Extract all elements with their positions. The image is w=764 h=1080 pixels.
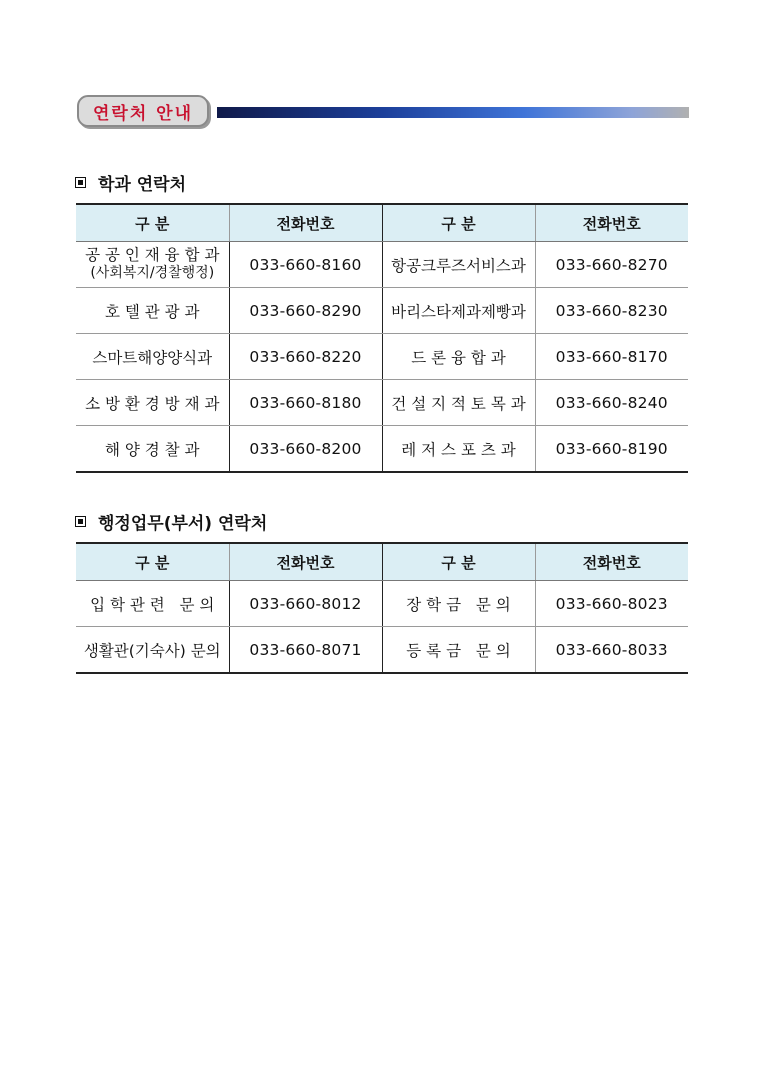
table-row	[76, 242, 688, 288]
department-name-cell	[76, 242, 229, 288]
phone-cell: 033-660-8071	[229, 627, 382, 674]
phone-cell: 033-660-8200	[229, 426, 382, 473]
department-name-cell: 건 설 지 적 토 목 과	[382, 380, 535, 426]
header-category-1: 구 분	[76, 204, 229, 242]
department-name-cell: 해 양 경 찰 과	[76, 426, 229, 473]
header-phone-2: 전화번호	[535, 543, 688, 581]
phone-cell: 033-660-8160	[229, 242, 382, 288]
department-name-cell: 소 방 환 경 방 재 과	[76, 380, 229, 426]
phone-cell: 033-660-8012	[229, 581, 382, 627]
header-category-2: 구 분	[382, 543, 535, 581]
table-row	[76, 581, 688, 627]
header-category-1: 구 분	[76, 543, 229, 581]
phone-cell: 033-660-8190	[535, 426, 688, 473]
title-gradient-bar	[217, 107, 689, 118]
table-row	[76, 627, 688, 674]
office-name-cell: 장 학 금 문 의	[382, 581, 535, 627]
title-box	[77, 95, 209, 127]
table-row	[76, 334, 688, 380]
section-heading-text: 학과 연락처	[98, 175, 187, 195]
section-heading-administration	[75, 509, 267, 534]
section-heading-department	[75, 170, 186, 195]
phone-cell: 033-660-8220	[229, 334, 382, 380]
table-row	[76, 426, 688, 473]
department-name-cell: 항공크루즈서비스과	[382, 242, 535, 288]
section-heading-text: 행정업무(부서) 연락처	[98, 514, 268, 534]
phone-cell: 033-660-8240	[535, 380, 688, 426]
office-name-cell: 입 학 관 련 문 의	[76, 581, 229, 627]
phone-cell: 033-660-8180	[229, 380, 382, 426]
header-phone-1: 전화번호	[229, 543, 382, 581]
header-phone-1: 전화번호	[229, 204, 382, 242]
department-contacts-table	[76, 203, 688, 473]
title-banner	[77, 95, 689, 131]
department-name-cell: 바리스타제과제빵과	[382, 288, 535, 334]
department-name-cell: 드 론 융 합 과	[382, 334, 535, 380]
administration-contacts-table	[76, 542, 688, 674]
table-header-row	[76, 204, 688, 242]
header-category-2: 구 분	[382, 204, 535, 242]
phone-cell: 033-660-8023	[535, 581, 688, 627]
department-name-cell: 스마트해양양식과	[76, 334, 229, 380]
phone-cell: 033-660-8230	[535, 288, 688, 334]
page-title: 연락처 안내	[92, 103, 194, 124]
department-name-cell: 레 저 스 포 츠 과	[382, 426, 535, 473]
office-name-cell: 생활관(기숙사) 문의	[76, 627, 229, 674]
table-row	[76, 380, 688, 426]
office-name-cell: 등 록 금 문 의	[382, 627, 535, 674]
department-subname: (사회복지/경찰행정)	[90, 265, 215, 281]
table-row	[76, 288, 688, 334]
phone-cell: 033-660-8270	[535, 242, 688, 288]
phone-cell: 033-660-8033	[535, 627, 688, 674]
header-phone-2: 전화번호	[535, 204, 688, 242]
phone-cell: 033-660-8290	[229, 288, 382, 334]
filled-square-bullet-icon	[75, 177, 86, 188]
department-name-cell: 호 텔 관 광 과	[76, 288, 229, 334]
department-name: 공 공 인 재 융 합 과	[85, 246, 220, 264]
filled-square-bullet-icon	[75, 516, 86, 527]
phone-cell: 033-660-8170	[535, 334, 688, 380]
table-header-row	[76, 543, 688, 581]
